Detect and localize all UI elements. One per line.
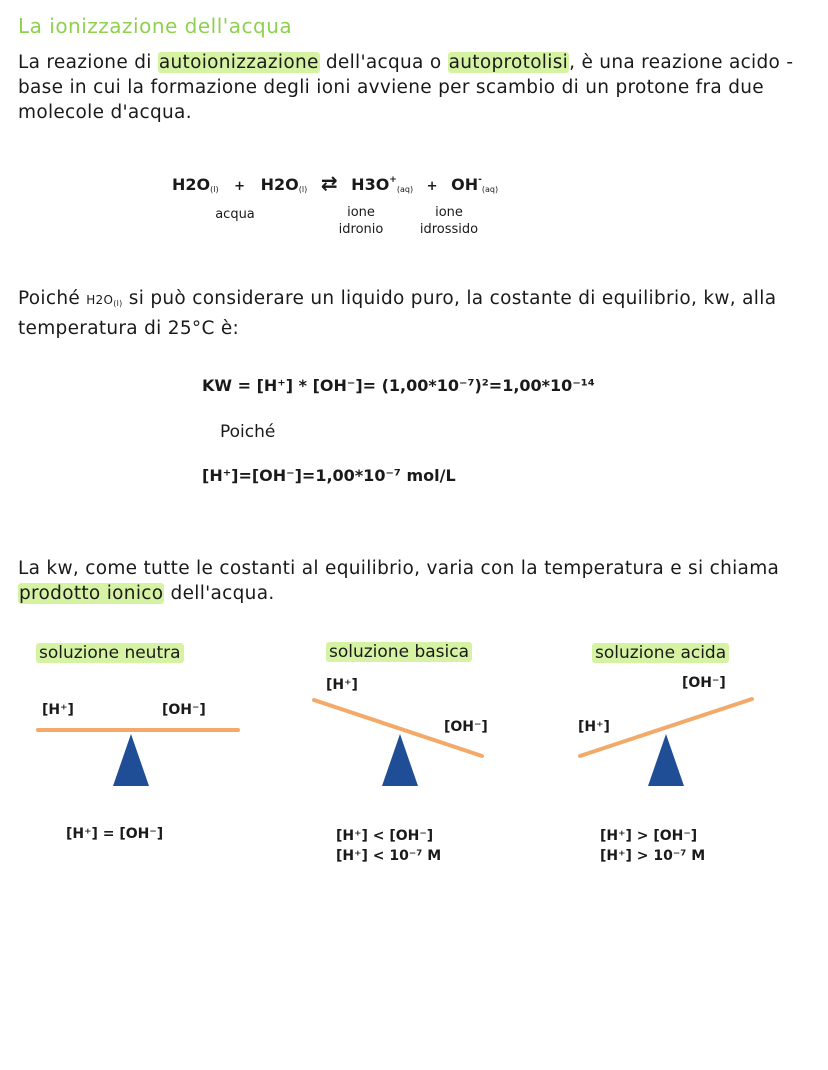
solution-basic-title: soluzione basica xyxy=(326,642,472,662)
basic-fulcrum-icon xyxy=(382,734,418,786)
page-title: La ionizzazione dell'acqua xyxy=(18,14,293,38)
neutral-oh-label: [OH⁻] xyxy=(162,702,206,718)
label-ione-idronio: ione idronio xyxy=(338,205,384,237)
term-prodotto-ionico: prodotto ionico xyxy=(19,583,164,604)
solution-acid-title: soluzione acida xyxy=(592,643,729,663)
neutral-condition: [H⁺] = [OH⁻] xyxy=(66,826,164,842)
kw-formula: KW = [H⁺] * [OH⁻]= (1,00*10⁻⁷)²=1,00*10⁻¹⁴ xyxy=(202,376,595,395)
term-autoionizzazione: autoionizzazione xyxy=(158,52,319,73)
neutral-h-label: [H⁺] xyxy=(42,702,74,718)
basic-condition: [H⁺] < [OH⁻] [H⁺] < 10⁻⁷ M xyxy=(336,828,442,864)
concentration-equality: [H⁺]=[OH⁻]=1,00*10⁻⁷ mol/L xyxy=(202,466,456,485)
basic-h-label: [H⁺] xyxy=(326,677,358,693)
equilibrium-arrow-icon: ⇄ xyxy=(320,171,338,195)
neutral-fulcrum-icon xyxy=(113,734,149,786)
acid-condition: [H⁺] > [OH⁻] [H⁺] > 10⁻⁷ M xyxy=(600,828,706,864)
acid-fulcrum-icon xyxy=(648,734,684,786)
basic-oh-label: [OH⁻] xyxy=(444,719,488,735)
label-acqua: acqua xyxy=(215,207,255,222)
solution-neutral-title: soluzione neutra xyxy=(36,643,184,663)
reaction-equation: $H2O_{(l)} + H2O_{(l)}$ ⇄ $H3O^+_{(aq)} + OH^-_{(aq)}$ xyxy=(172,171,499,195)
kw-intro-paragraph: Poiché $H2O_{(l)}$ si può considerare un liquido puro, la costante di equilibrio, kw, alla temperatura di 25°C è: xyxy=(18,288,777,339)
acid-h-label: [H⁺] xyxy=(578,719,610,735)
poiche-label: Poiché xyxy=(220,422,276,442)
label-ione-idrossido: ione idrossido xyxy=(419,205,479,237)
kw-temperature-paragraph: La kw, come tutte le costanti al equilibrio, varia con la temperatura e si chiama prodotto ionico dell'acqua. xyxy=(18,558,780,604)
acid-oh-label: [OH⁻] xyxy=(682,675,726,691)
intro-paragraph: La reazione di autoionizzazione dell'acqua o autoprotolisi, è una reazione acido - base in cui la formazione degli ioni avviene per scambio di un protone fra due molecole d'acqua. xyxy=(18,52,794,123)
term-autoprotolisi: autoprotolisi xyxy=(448,52,569,73)
